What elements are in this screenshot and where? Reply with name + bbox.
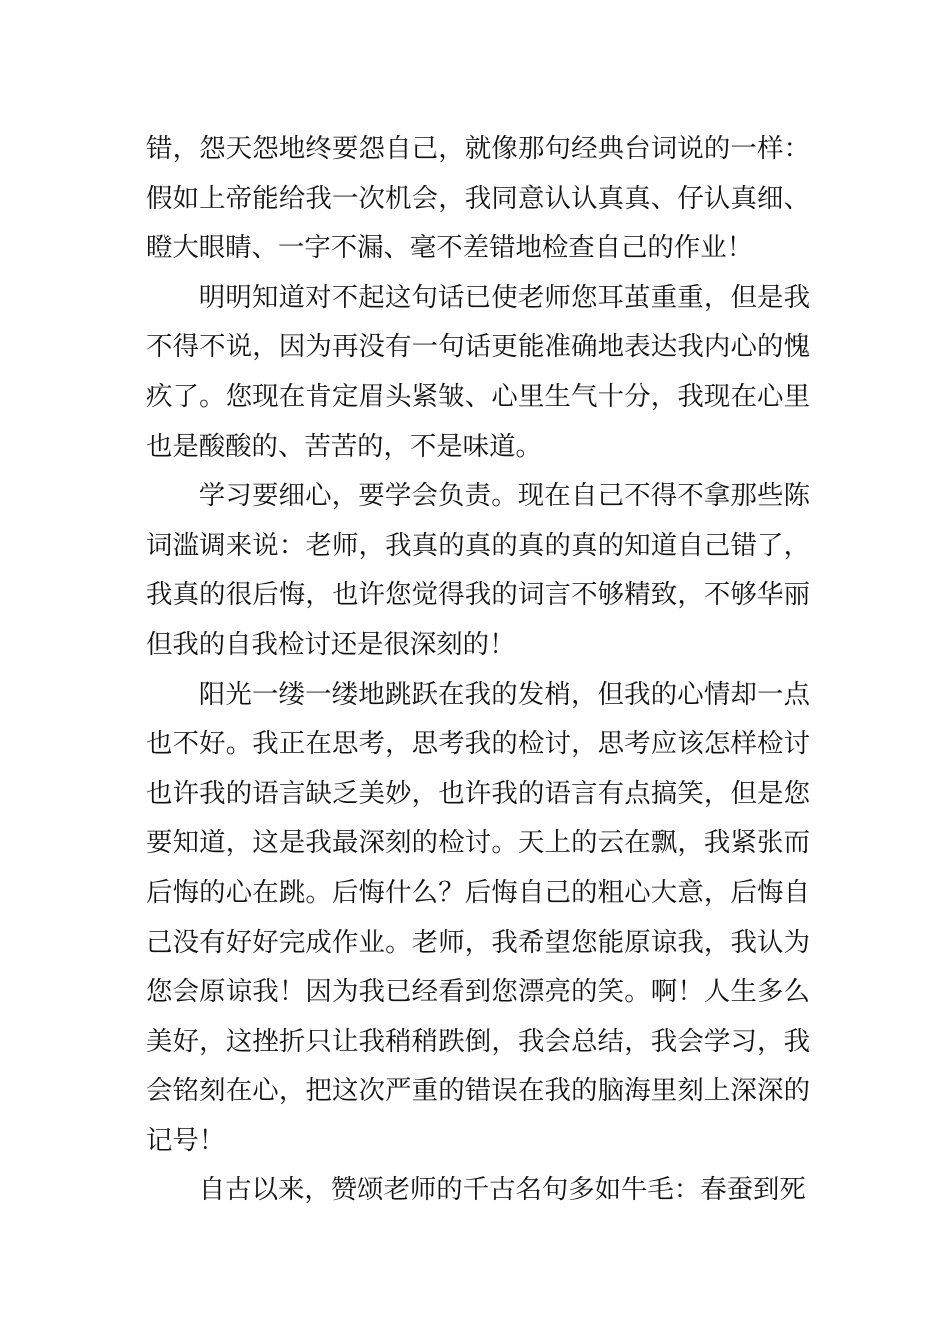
paragraph-1: 错，怨天怨地终要怨自己，就像那句经典台词说的一样：假如上帝能给我一次机会，我同意认认真真、仔认真细、瞪大眼睛、一字不漏、毫不差错地检查自己的作业！ bbox=[146, 133, 810, 264]
paragraph-4: 阳光一缕一缕地跳跃在我的发梢，但我的心情却一点也不好。我正在思考，思考我的检讨，思考应该怎样检讨也许我的语言缺乏美妙，也许我的语言有点搞笑，但是您要知道，这是我最深刻的检讨。天上的云在飘，我紧张而后悔的心在跳。后悔什么？后悔自己的粗心大意，后悔自己没有好好完成作业。老师，我希望您能原谅我，我认为您会原谅我！因为我已经看到您漂亮的笑。啊！人生多么美好，这挫折只让我稍稍跌倒，我会总结，我会学习，我会铭刻在心，把这次严重的错误在我的脑海里刻上深深的记号！ bbox=[146, 678, 810, 1156]
paragraph-3: 学习要细心，要学会负责。现在自己不得不拿那些陈词滥调来说：老师，我真的真的真的真的知道自己错了，我真的很后悔，也许您觉得我的词言不够精致，不够华丽但我的自我检讨还是很深刻的！ bbox=[146, 480, 810, 660]
paragraph-2: 明明知道对不起这句话已使老师您耳茧重重，但是我不得不说，因为再没有一句话更能准确地表达我内心的愧疚了。您现在肯定眉头紧皱、心里生气十分，我现在心里也是酸酸的、苦苦的，不是味道。 bbox=[146, 281, 810, 462]
paragraph-5: 自古以来，赞颂老师的千古名句多如牛毛：春蚕到死 bbox=[198, 1174, 806, 1206]
document-page bbox=[146, 124, 810, 1215]
